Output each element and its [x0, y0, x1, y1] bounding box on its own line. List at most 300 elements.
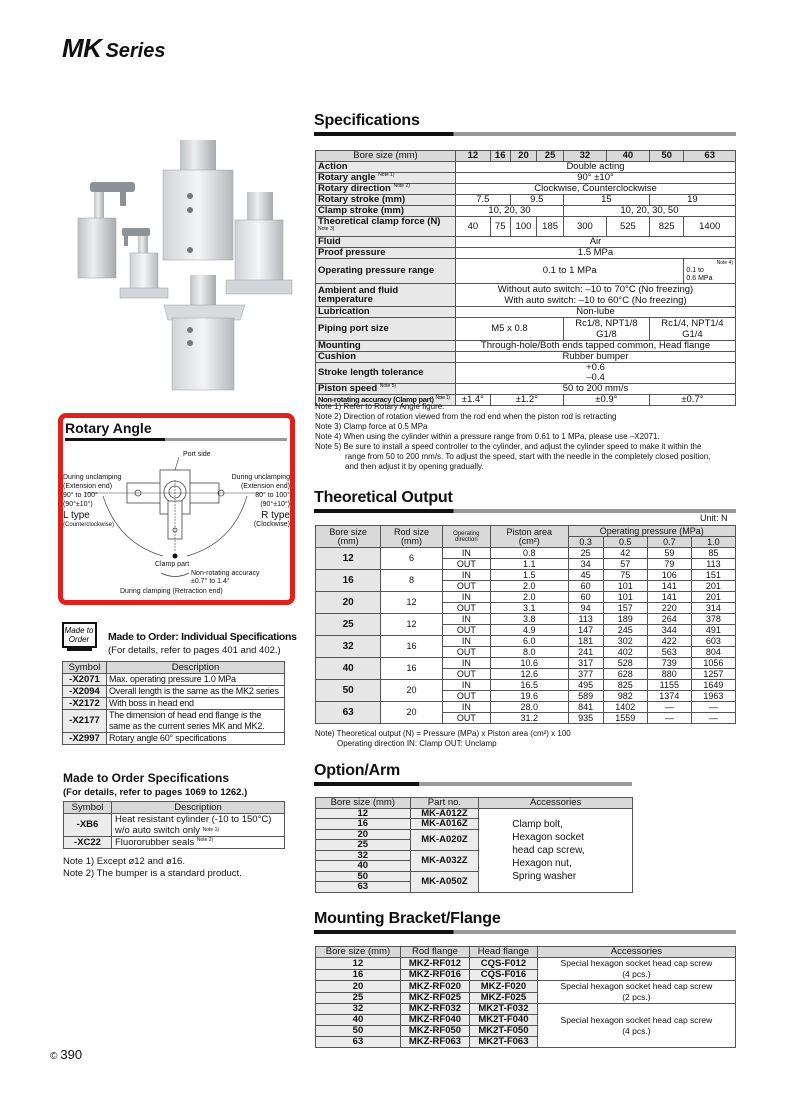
note: Note 2) Direction of rotation viewed from the rod end when the piston rod is retracting	[315, 412, 617, 421]
note-ref: Note 1)	[202, 827, 220, 833]
spec-row-piping	[316, 318, 736, 341]
rod-size: 12	[381, 592, 442, 614]
table-row	[63, 698, 285, 710]
output-value: 181	[568, 636, 603, 647]
spec-row-cushion	[316, 352, 736, 363]
output-value: 101	[603, 592, 647, 603]
rod-size: 16	[381, 658, 442, 680]
rod-size: 8	[381, 570, 442, 592]
rod-size: 16	[381, 636, 442, 658]
output-row	[316, 680, 736, 691]
part-no: MK-A050Z	[410, 871, 479, 892]
accessory-line-1: Special hexagon socket head cap screw	[560, 1014, 713, 1025]
specifications-heading	[314, 112, 736, 136]
bore: 32	[316, 1004, 401, 1015]
bore: 40	[316, 1015, 401, 1026]
header-part-no: Part no.	[410, 798, 479, 809]
note-ref: Note 1)	[435, 395, 450, 402]
accessories-list	[479, 808, 633, 892]
value-line-1: Rc1/8, NPT1/8	[575, 318, 638, 329]
page-footer	[50, 1047, 82, 1062]
cylinder-small	[120, 228, 168, 298]
note: Note 4) When using the cylinder within a pressure range from 0.61 to 1 MPa, please use –X2071.	[315, 432, 660, 441]
output-value: 60	[568, 592, 603, 603]
rod-flange: MKZ-RF050	[400, 1026, 469, 1037]
mto-individual-table	[62, 661, 285, 745]
output-row	[316, 548, 736, 559]
piston-area: 0.8	[490, 548, 568, 559]
row-value: 40	[456, 217, 491, 237]
table-row	[64, 814, 285, 837]
header-symbol: Symbol	[64, 802, 112, 814]
note: Note 2) The bumper is a standard product.	[63, 868, 242, 879]
piston-area: 3.1	[490, 603, 568, 614]
accessory-line-1: Special hexagon socket head cap screw	[560, 981, 713, 991]
rod-flange: MKZ-RF025	[400, 992, 469, 1004]
output-value: 1402	[603, 702, 647, 713]
left-label-2: (Extension end)	[63, 483, 113, 490]
tolerance-minus: –0.4	[586, 372, 605, 383]
output-value: 59	[647, 548, 691, 559]
bore-63: 63	[684, 151, 736, 162]
accessory-line-2: (2 pcs.)	[622, 992, 651, 1002]
mto-icon-text-2: Order	[68, 635, 90, 644]
operating-direction: IN	[442, 658, 490, 669]
operating-direction: IN	[442, 680, 490, 691]
row-label: Rotary stroke (mm)	[316, 195, 456, 206]
mto-specs-subtitle: (For details, refer to pages 1069 to 1262.)	[63, 787, 248, 798]
clamping-label: During clamping (Retraction end)	[120, 588, 223, 595]
symbol: -X2997	[63, 733, 107, 745]
rod-flange: MKZ-RF063	[400, 1037, 469, 1048]
piston-area: 6.0	[490, 636, 568, 647]
output-value: 106	[647, 570, 691, 581]
note-ref: Note 3)	[318, 225, 335, 232]
header-line-1: Piston area	[506, 526, 552, 537]
header-description: Description	[112, 802, 285, 814]
output-value: 317	[568, 658, 603, 669]
rod-size: 20	[381, 702, 442, 724]
piston-area: 12.6	[490, 669, 568, 680]
table-row	[316, 808, 633, 819]
bore: 16	[316, 819, 411, 830]
port-side-label: Port side	[183, 451, 211, 458]
bore-20: 20	[510, 151, 537, 162]
output-value: 201	[691, 581, 735, 592]
description: Rotary angle 60° specifications	[107, 733, 285, 745]
clamp-point	[173, 554, 178, 559]
note-continued: and then adjust it by opening gradually.	[345, 462, 484, 471]
bore-32: 32	[563, 151, 606, 162]
bore: 12	[316, 808, 411, 819]
row-label	[316, 173, 456, 184]
row-value: ±1.2°	[490, 395, 563, 406]
l-type-label: L type	[63, 510, 90, 521]
row-value: Non-lube	[456, 307, 736, 318]
bore-size-header	[316, 526, 381, 548]
operating-direction: OUT	[442, 581, 490, 592]
accessory-group	[537, 958, 735, 981]
output-row	[316, 614, 736, 625]
header-bore-size: Bore size (mm)	[316, 947, 401, 958]
header-line-1: Bore size	[329, 526, 367, 537]
accessory-group	[537, 1004, 735, 1048]
value-line-2: G1/8	[596, 329, 617, 340]
output-row	[316, 570, 736, 581]
output-value: 982	[603, 691, 647, 702]
spec-row-piston-speed	[316, 384, 736, 395]
row-label	[316, 184, 456, 195]
row-value: M5 x 0.8	[456, 318, 564, 341]
row-value: 1.5 MPa	[456, 248, 736, 259]
bore: 32	[316, 850, 411, 861]
r-type-label: R type	[261, 510, 290, 521]
mto-icon-text-1: Made to	[64, 626, 94, 635]
row-label: Action	[316, 162, 456, 173]
piston-area: 19.6	[490, 691, 568, 702]
row-label: Proof pressure	[316, 248, 456, 259]
left-label-4: (90°±10°)	[63, 501, 93, 508]
header-accessories: Accessories	[537, 947, 735, 958]
row-value: 10, 20, 30, 50	[563, 206, 735, 217]
row-label: Stroke length tolerance	[316, 363, 456, 384]
output-value: 491	[691, 625, 735, 636]
section-title: Theoretical Output	[314, 489, 453, 506]
operating-direction: IN	[442, 548, 490, 559]
note-ref: Note 5)	[379, 383, 397, 390]
row-value: 50 to 200 mm/s	[456, 384, 736, 395]
output-value: 841	[568, 702, 603, 713]
value-line-2: G1/4	[682, 329, 703, 340]
accuracy-label-2: ±0.7° to 1.4°	[191, 578, 230, 585]
bore: 20	[316, 981, 401, 993]
mto-specs-table	[63, 801, 285, 849]
row-label: Lubrication	[316, 307, 456, 318]
symbol: -X2172	[63, 698, 107, 710]
rotary-angle-title: Rotary Angle	[65, 420, 152, 436]
operating-direction: IN	[442, 636, 490, 647]
spec-row-clamp-stroke	[316, 206, 736, 217]
rod-flange: MKZ-RF040	[400, 1015, 469, 1026]
left-label-3: 90° to 100°	[63, 492, 98, 499]
output-value: 314	[691, 603, 735, 614]
cylinder-right	[226, 192, 292, 294]
operating-pressure-header: Operating pressure (MPa)	[568, 526, 735, 537]
rod-flange: MKZ-RF032	[400, 1004, 469, 1015]
spec-row-action	[316, 162, 736, 173]
theoretical-output-table	[315, 525, 736, 724]
row-value: 1400	[684, 217, 736, 237]
output-value: 113	[691, 559, 735, 570]
label-text: Theoretical clamp force (N)	[318, 216, 441, 227]
head-flange: CQS-F016	[470, 969, 538, 981]
rod-flange: MKZ-RF020	[400, 981, 469, 993]
label-text: Piston speed	[318, 383, 378, 395]
spec-row-fluid	[316, 237, 736, 248]
mounting-bracket-table	[315, 946, 736, 1048]
description: Max. operating pressure 1.0 MPa	[107, 674, 285, 686]
copyright-icon: ©	[50, 1051, 58, 1062]
output-value: 94	[568, 603, 603, 614]
accessory-line-1: Special hexagon socket head cap screw	[560, 958, 713, 968]
row-label: Fluid	[316, 237, 456, 248]
value-line-1: Without auto switch: –10 to 70°C (No freezing)	[497, 284, 694, 295]
output-row	[316, 658, 736, 669]
value-line-1: Rc1/4, NPT1/4	[661, 318, 724, 329]
output-value: 1649	[691, 680, 735, 691]
head-flange: MKZ-F025	[470, 992, 538, 1004]
made-to-order-icon	[62, 622, 102, 654]
spec-row-clamp-force	[316, 217, 736, 237]
spec-row-temperature	[316, 284, 736, 307]
table-row	[316, 958, 736, 970]
accessory-group	[537, 981, 735, 1004]
part-no: MK-A032Z	[410, 850, 479, 871]
spec-row-rotary-angle	[316, 173, 736, 184]
bore-16: 16	[490, 151, 510, 162]
row-label: Piping port size	[316, 318, 456, 341]
table-row	[63, 733, 285, 745]
output-value: 1963	[691, 691, 735, 702]
rod-size: 20	[381, 680, 442, 702]
row-label: Operating pressure range	[316, 259, 456, 284]
bore-size-header: Bore size (mm)	[316, 151, 456, 162]
right-label-2: (Extension end)	[240, 483, 290, 490]
table-row	[316, 1004, 736, 1015]
output-value: —	[691, 713, 735, 724]
output-row	[316, 592, 736, 603]
row-label	[316, 384, 456, 395]
note-continued: Operating direction IN: Clamp OUT: Unclamp	[337, 739, 497, 748]
output-value: 378	[691, 614, 735, 625]
bore-12: 12	[456, 151, 491, 162]
bore: 63	[316, 1037, 401, 1048]
bore-size: 12	[316, 548, 381, 570]
series-main: MK	[62, 33, 102, 63]
piston-area: 31.2	[490, 713, 568, 724]
output-value: 422	[647, 636, 691, 647]
spec-row-stroke-tolerance	[316, 363, 736, 384]
head-flange: CQS-F012	[470, 958, 538, 970]
alt-value-1: 0.1 to	[686, 267, 704, 274]
specifications-notes	[315, 402, 710, 472]
specifications-table	[315, 150, 736, 406]
bore-size: 20	[316, 592, 381, 614]
header-description: Description	[107, 662, 285, 674]
unit-label: Unit: N	[700, 513, 728, 523]
operating-direction: IN	[442, 702, 490, 713]
theoretical-output-notes	[315, 729, 571, 749]
accessory: head cap screw,	[512, 844, 585, 856]
note: Note 1) Refer to Rotary Angle figure.	[315, 402, 445, 411]
pressure-1.0: 1.0	[691, 537, 735, 548]
piston-area: 10.6	[490, 658, 568, 669]
product-photo	[60, 140, 300, 400]
note-ref: Note 2)	[196, 836, 214, 843]
pressure-0.5: 0.5	[603, 537, 647, 548]
row-value: 0.1 to 1 MPa	[456, 259, 684, 284]
note: Note 3) Clamp force at 0.5 MPa	[315, 422, 428, 431]
output-value: 563	[647, 647, 691, 658]
output-value: 101	[603, 581, 647, 592]
row-value: 90° ±10°	[456, 173, 736, 184]
output-value: 495	[568, 680, 603, 691]
bore: 20	[316, 829, 411, 840]
output-value: 603	[691, 636, 735, 647]
piston-area: 2.0	[490, 581, 568, 592]
header-line-2: (mm)	[337, 535, 359, 546]
head-flange: MK2T-F063	[470, 1037, 538, 1048]
row-value: 300	[563, 217, 606, 237]
right-label-1: During unclamping	[231, 474, 290, 481]
bore: 25	[316, 840, 411, 851]
operating-direction: IN	[442, 570, 490, 581]
piston-area: 8.0	[490, 647, 568, 658]
output-value: 1374	[647, 691, 691, 702]
piston-area: 3.8	[490, 614, 568, 625]
row-value: Through-hole/Both ends tapped common, Head flange	[456, 341, 736, 352]
desc-line-2: w/o auto switch only	[115, 825, 201, 836]
mto-individual-subtitle: (For details, refer to pages 401 and 402.)	[108, 645, 281, 656]
row-label: Ambient and fluid temperature	[316, 284, 456, 307]
output-value: 60	[568, 581, 603, 592]
rod-flange: MKZ-RF016	[400, 969, 469, 981]
row-value: ±1.4°	[456, 395, 491, 406]
bore-size: 16	[316, 570, 381, 592]
operating-direction: IN	[442, 614, 490, 625]
output-value: 825	[603, 680, 647, 691]
piston-area-header	[490, 526, 568, 548]
row-value: 15	[563, 195, 649, 206]
output-value: 141	[647, 581, 691, 592]
output-value: 264	[647, 614, 691, 625]
bore-size: 63	[316, 702, 381, 724]
operating-direction: OUT	[442, 625, 490, 636]
accuracy-label-1: Non-rotating accuracy	[191, 570, 260, 577]
output-value: 880	[647, 669, 691, 680]
table-row	[316, 981, 736, 993]
right-label-3: 80° to 100°	[255, 492, 290, 499]
row-value: Rubber bumper	[456, 352, 736, 363]
output-value: 57	[603, 559, 647, 570]
series-suffix: Series	[105, 40, 166, 62]
bore: 12	[316, 958, 401, 970]
bore: 50	[316, 871, 411, 882]
description: The dimension of head end flange is the same as the current series MK and MK2.	[107, 710, 285, 733]
output-value: 45	[568, 570, 603, 581]
header-line-2: direction	[455, 536, 478, 543]
output-value: 1257	[691, 669, 735, 680]
cylinder-tall	[163, 140, 233, 260]
output-value: 1056	[691, 658, 735, 669]
row-value: ±0.7°	[649, 395, 735, 406]
piston-area: 1.1	[490, 559, 568, 570]
note-ref: Note 2)	[393, 183, 410, 190]
output-row	[316, 702, 736, 713]
output-value: 201	[691, 592, 735, 603]
pressure-0.7: 0.7	[647, 537, 691, 548]
row-value: Double acting	[456, 162, 736, 173]
page-number: 390	[60, 1047, 83, 1062]
output-value: 113	[568, 614, 603, 625]
row-value: Air	[456, 237, 736, 248]
note: Note 5) Be sure to install a speed controller to the cylinder, and adjust the cylinder speed to make it within the	[315, 442, 702, 451]
option-arm-table	[315, 797, 633, 893]
bore-size: 32	[316, 636, 381, 658]
row-value	[649, 318, 735, 341]
operating-direction: OUT	[442, 559, 490, 570]
row-label: Clamp stroke (mm)	[316, 206, 456, 217]
bore: 40	[316, 861, 411, 872]
row-value: 825	[649, 217, 684, 237]
output-value: 804	[691, 647, 735, 658]
output-body	[316, 548, 736, 724]
header-symbol: Symbol	[63, 662, 107, 674]
header-line-1: Rod size	[394, 526, 430, 537]
output-value: 589	[568, 691, 603, 702]
accessory-line-2: (4 pcs.)	[622, 1025, 651, 1036]
bore-25: 25	[537, 151, 564, 162]
section-title: Option/Arm	[314, 762, 400, 779]
output-value: 220	[647, 603, 691, 614]
head-flange: MKZ-F020	[470, 981, 538, 993]
spec-row-rotary-stroke	[316, 195, 736, 206]
spec-row-lubrication	[316, 307, 736, 318]
operating-direction: OUT	[442, 691, 490, 702]
accessory: Clamp bolt,	[512, 818, 563, 830]
value-line-2: With auto switch: –10 to 60°C (No freezing)	[504, 295, 687, 306]
row-label: Mounting	[316, 341, 456, 352]
symbol: -X2177	[63, 710, 107, 733]
symbol: -XC22	[64, 837, 112, 849]
spec-row-rotary-direction	[316, 184, 736, 195]
output-value: 25	[568, 548, 603, 559]
header-line-2: (mm)	[401, 535, 423, 546]
head-flange: MK2T-F040	[470, 1015, 538, 1026]
row-value-63	[684, 259, 736, 284]
output-row	[316, 636, 736, 647]
title-rule	[314, 132, 736, 136]
note: Note 1) Except ø12 and ø16.	[63, 856, 185, 867]
output-value: 241	[568, 647, 603, 658]
rod-size: 12	[381, 614, 442, 636]
row-value: 185	[537, 217, 564, 237]
output-value: 79	[647, 559, 691, 570]
table-row	[63, 674, 285, 686]
output-value: 85	[691, 548, 735, 559]
output-value: 402	[603, 647, 647, 658]
pressure-0.3: 0.3	[568, 537, 603, 548]
accessory: Spring washer	[512, 870, 577, 882]
label-text: Rotary angle	[318, 172, 376, 184]
desc-line-1: Heat resistant cylinder (-10 to 150°C)	[115, 814, 272, 825]
mto-specs-title: Made to Order Specifications	[63, 771, 230, 785]
table-row	[63, 710, 285, 733]
clamp-part-label: Clamp part	[155, 561, 190, 568]
symbol: -X2094	[63, 686, 107, 698]
section-title: Specifications	[314, 112, 420, 129]
mto-specs-notes	[63, 856, 242, 880]
output-value: —	[647, 713, 691, 724]
bore: 50	[316, 1026, 401, 1037]
output-value: 739	[647, 658, 691, 669]
output-value: 1559	[603, 713, 647, 724]
output-value: 34	[568, 559, 603, 570]
row-label: Cushion	[316, 352, 456, 363]
output-value: 151	[691, 570, 735, 581]
head-flange: MK2T-F050	[470, 1026, 538, 1037]
output-value: 935	[568, 713, 603, 724]
